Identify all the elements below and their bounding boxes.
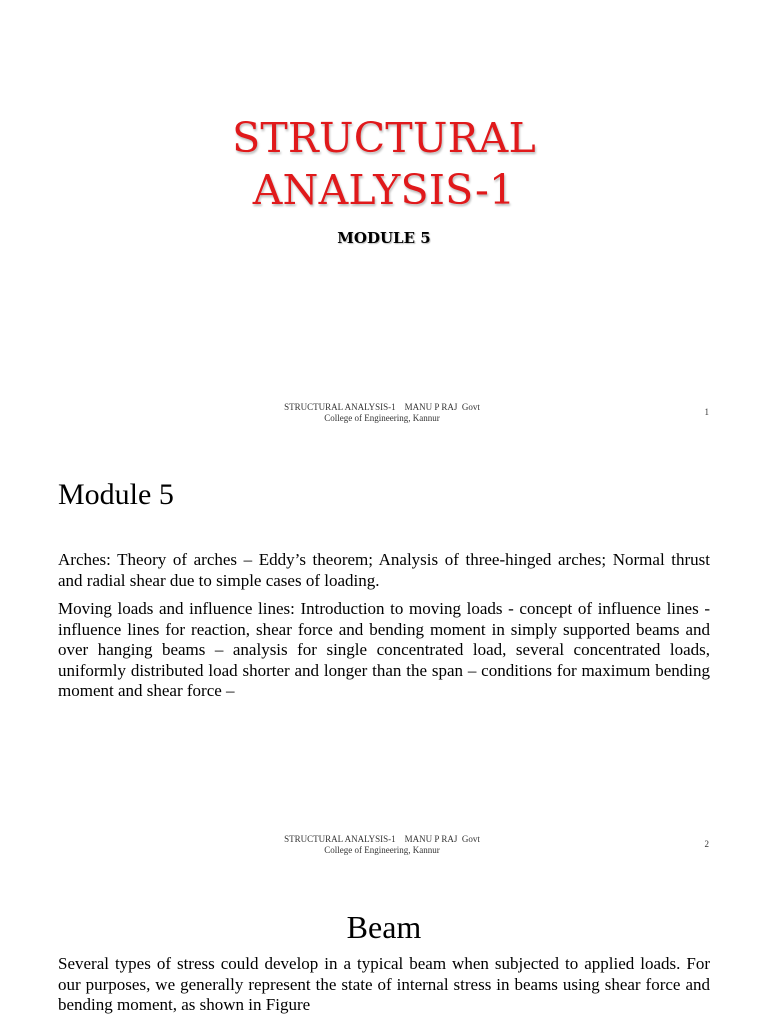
slide-footer [230,834,534,856]
slide-heading: Beam [346,909,422,945]
page-number: 2 [704,839,709,849]
page-number: 1 [704,407,709,417]
footer-line-1: STRUCTURAL ANALYSIS-1 MANU P RAJ Govt [284,402,480,412]
paragraph-moving-loads: Moving loads and influence lines: Introduction to moving loads - concept of influence lines - influence lines for reaction, shear force and bending moment in simply supported beams and over hanging beams – analysis for single concentrated load, several concentrated loads, uniformly distributed load shorter and longer than the span – conditions for maximum bending moment and shear force – [58,599,710,700]
footer-line-2: College of Engineering, Kannur [324,413,440,423]
slide-2 [0,432,768,864]
slide-subtitle: MODULE 5 [337,229,431,247]
paragraph-beam-stress: Several types of stress could develop in a typical beam when subjected to applied loads. For our purposes, we generally represent the state of internal stress in beams using shear force and bending moment, as shown in Figure [58,954,710,1014]
footer-line-2: College of Engineering, Kannur [324,845,440,855]
paragraph-arches: Arches: Theory of arches – Eddy’s theorem; Analysis of three-hinged arches; Normal thrust and radial shear due to simple cases of loading. [58,550,710,590]
title-line-2: ANALYSIS-1 [252,166,516,214]
slide-3 [0,864,768,1024]
slide-heading: Module 5 [58,478,174,511]
footer-line-1: STRUCTURAL ANALYSIS-1 MANU P RAJ Govt [284,834,480,844]
title-line-1: STRUCTURAL [232,114,536,162]
slide-title [0,112,768,216]
slide-footer [230,402,534,424]
slide-1 [0,0,768,432]
